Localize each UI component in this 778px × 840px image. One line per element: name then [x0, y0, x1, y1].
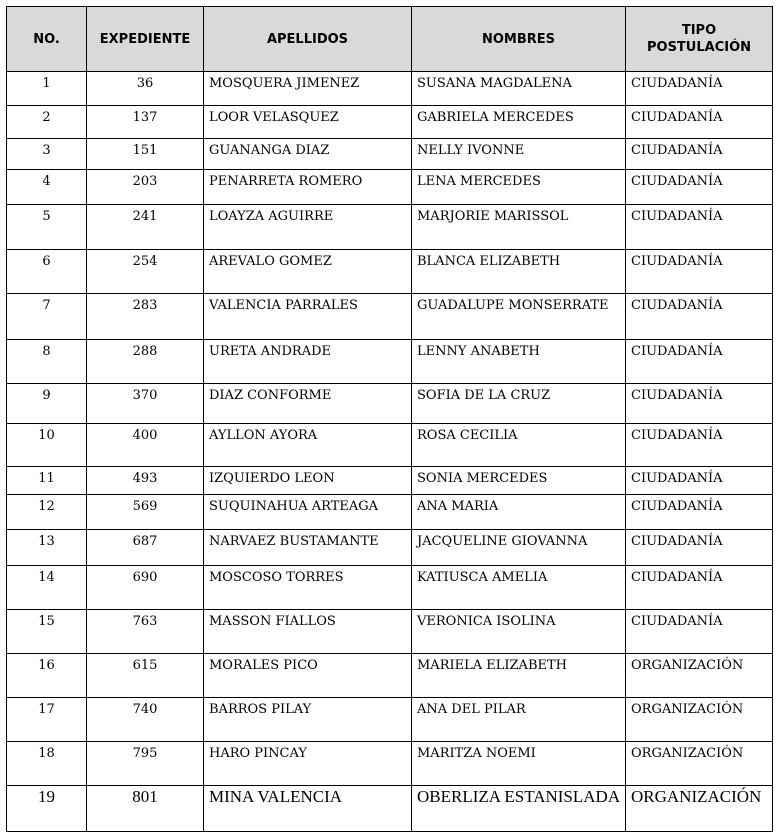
table-row [7, 294, 773, 340]
table-row [7, 139, 773, 170]
cell-apellidos: MASSON FIALLOS [204, 610, 412, 654]
cell-apellidos: LOOR VELASQUEZ [204, 106, 412, 139]
cell-apellidos: LOAYZA AGUIRRE [204, 205, 412, 250]
header-nombres: NOMBRES [412, 7, 626, 72]
cell-expediente: 740 [87, 698, 204, 742]
cell-no: 17 [7, 698, 87, 742]
cell-tipo-postulacion: CIUDADANÍA [626, 106, 773, 139]
cell-tipo-postulacion: CIUDADANÍA [626, 495, 773, 530]
cell-no: 7 [7, 294, 87, 340]
cell-nombres: ANA DEL PILAR [412, 698, 626, 742]
cell-no: 10 [7, 424, 87, 467]
cell-apellidos: NARVAEZ BUSTAMANTE [204, 530, 412, 566]
cell-no: 5 [7, 205, 87, 250]
cell-tipo-postulacion: CIUDADANÍA [626, 294, 773, 340]
cell-nombres: MARITZA NOEMI [412, 742, 626, 786]
cell-no: 8 [7, 340, 87, 384]
cell-nombres: GUADALUPE MONSERRATE [412, 294, 626, 340]
table-row [7, 106, 773, 139]
cell-apellidos: IZQUIERDO LEON [204, 467, 412, 495]
cell-tipo-postulacion: ORGANIZACIÓN [626, 654, 773, 698]
header-tipo-postulacion [626, 7, 773, 72]
cell-nombres: ANA MARIA [412, 495, 626, 530]
cell-expediente: 288 [87, 340, 204, 384]
cell-apellidos: MORALES PICO [204, 654, 412, 698]
cell-no: 16 [7, 654, 87, 698]
header-tipo-line2: POSTULACIÓN [646, 40, 752, 55]
table-row [7, 530, 773, 566]
cell-tipo-postulacion: CIUDADANÍA [626, 610, 773, 654]
cell-nombres: MARJORIE MARISSOL [412, 205, 626, 250]
cell-expediente: 254 [87, 250, 204, 294]
cell-apellidos: PENARRETA ROMERO [204, 170, 412, 205]
header-no: NO. [7, 7, 87, 72]
cell-tipo-postulacion: CIUDADANÍA [626, 340, 773, 384]
cell-tipo-postulacion: CIUDADANÍA [626, 250, 773, 294]
cell-nombres: BLANCA ELIZABETH [412, 250, 626, 294]
cell-nombres: NELLY IVONNE [412, 139, 626, 170]
cell-expediente: 137 [87, 106, 204, 139]
cell-expediente: 690 [87, 566, 204, 610]
cell-no: 9 [7, 384, 87, 424]
cell-expediente: 370 [87, 384, 204, 424]
table-body [7, 72, 773, 832]
cell-expediente: 283 [87, 294, 204, 340]
table-row [7, 742, 773, 786]
cell-tipo-postulacion: CIUDADANÍA [626, 139, 773, 170]
cell-apellidos: MINA VALENCIA [204, 786, 412, 832]
cell-tipo-postulacion: CIUDADANÍA [626, 467, 773, 495]
cell-no: 14 [7, 566, 87, 610]
table-row [7, 698, 773, 742]
cell-tipo-postulacion: CIUDADANÍA [626, 424, 773, 467]
table-row [7, 72, 773, 106]
cell-tipo-postulacion: CIUDADANÍA [626, 566, 773, 610]
cell-no: 4 [7, 170, 87, 205]
cell-apellidos: MOSCOSO TORRES [204, 566, 412, 610]
cell-apellidos: VALENCIA PARRALES [204, 294, 412, 340]
cell-no: 6 [7, 250, 87, 294]
table-row [7, 467, 773, 495]
table-row [7, 340, 773, 384]
table-row [7, 205, 773, 250]
cell-expediente: 400 [87, 424, 204, 467]
cell-nombres: MARIELA ELIZABETH [412, 654, 626, 698]
table-row [7, 495, 773, 530]
cell-no: 18 [7, 742, 87, 786]
cell-nombres: OBERLIZA ESTANISLADA [412, 786, 626, 832]
cell-apellidos: GUANANGA DIAZ [204, 139, 412, 170]
cell-no: 13 [7, 530, 87, 566]
cell-expediente: 203 [87, 170, 204, 205]
header-tipo-line1: TIPO [681, 23, 717, 38]
cell-nombres: ROSA CECILIA [412, 424, 626, 467]
cell-expediente: 795 [87, 742, 204, 786]
table-row [7, 250, 773, 294]
cell-expediente: 151 [87, 139, 204, 170]
cell-apellidos: AYLLON AYORA [204, 424, 412, 467]
cell-no: 2 [7, 106, 87, 139]
cell-nombres: SOFIA DE LA CRUZ [412, 384, 626, 424]
cell-apellidos: URETA ANDRADE [204, 340, 412, 384]
cell-no: 3 [7, 139, 87, 170]
table-row [7, 424, 773, 467]
cell-tipo-postulacion: ORGANIZACIÓN [626, 786, 773, 832]
table-row [7, 170, 773, 205]
cell-nombres: GABRIELA MERCEDES [412, 106, 626, 139]
cell-nombres: JACQUELINE GIOVANNA [412, 530, 626, 566]
cell-tipo-postulacion: CIUDADANÍA [626, 170, 773, 205]
cell-tipo-postulacion: CIUDADANÍA [626, 530, 773, 566]
cell-nombres: SONIA MERCEDES [412, 467, 626, 495]
cell-apellidos: SUQUINAHUA ARTEAGA [204, 495, 412, 530]
cell-no: 12 [7, 495, 87, 530]
cell-tipo-postulacion: ORGANIZACIÓN [626, 742, 773, 786]
cell-expediente: 615 [87, 654, 204, 698]
table-row [7, 654, 773, 698]
cell-no: 19 [7, 786, 87, 832]
cell-no: 15 [7, 610, 87, 654]
cell-apellidos: DIAZ CONFORME [204, 384, 412, 424]
cell-expediente: 36 [87, 72, 204, 106]
table-row [7, 610, 773, 654]
cell-apellidos: MOSQUERA JIMENEZ [204, 72, 412, 106]
header-expediente: EXPEDIENTE [87, 7, 204, 72]
cell-nombres: LENA MERCEDES [412, 170, 626, 205]
cell-expediente: 493 [87, 467, 204, 495]
table-row [7, 384, 773, 424]
cell-tipo-postulacion: CIUDADANÍA [626, 384, 773, 424]
cell-nombres: SUSANA MAGDALENA [412, 72, 626, 106]
header-row [7, 7, 773, 72]
cell-apellidos: HARO PINCAY [204, 742, 412, 786]
postulantes-table [6, 6, 773, 832]
cell-expediente: 569 [87, 495, 204, 530]
table-row [7, 566, 773, 610]
cell-tipo-postulacion: ORGANIZACIÓN [626, 698, 773, 742]
cell-no: 11 [7, 467, 87, 495]
table-row [7, 786, 773, 832]
cell-nombres: VERONICA ISOLINA [412, 610, 626, 654]
cell-expediente: 801 [87, 786, 204, 832]
cell-expediente: 687 [87, 530, 204, 566]
cell-apellidos: AREVALO GOMEZ [204, 250, 412, 294]
header-apellidos: APELLIDOS [204, 7, 412, 72]
cell-no: 1 [7, 72, 87, 106]
cell-expediente: 763 [87, 610, 204, 654]
cell-tipo-postulacion: CIUDADANÍA [626, 72, 773, 106]
cell-tipo-postulacion: CIUDADANÍA [626, 205, 773, 250]
cell-nombres: KATIUSCA AMELIA [412, 566, 626, 610]
cell-nombres: LENNY ANABETH [412, 340, 626, 384]
cell-apellidos: BARROS PILAY [204, 698, 412, 742]
cell-expediente: 241 [87, 205, 204, 250]
